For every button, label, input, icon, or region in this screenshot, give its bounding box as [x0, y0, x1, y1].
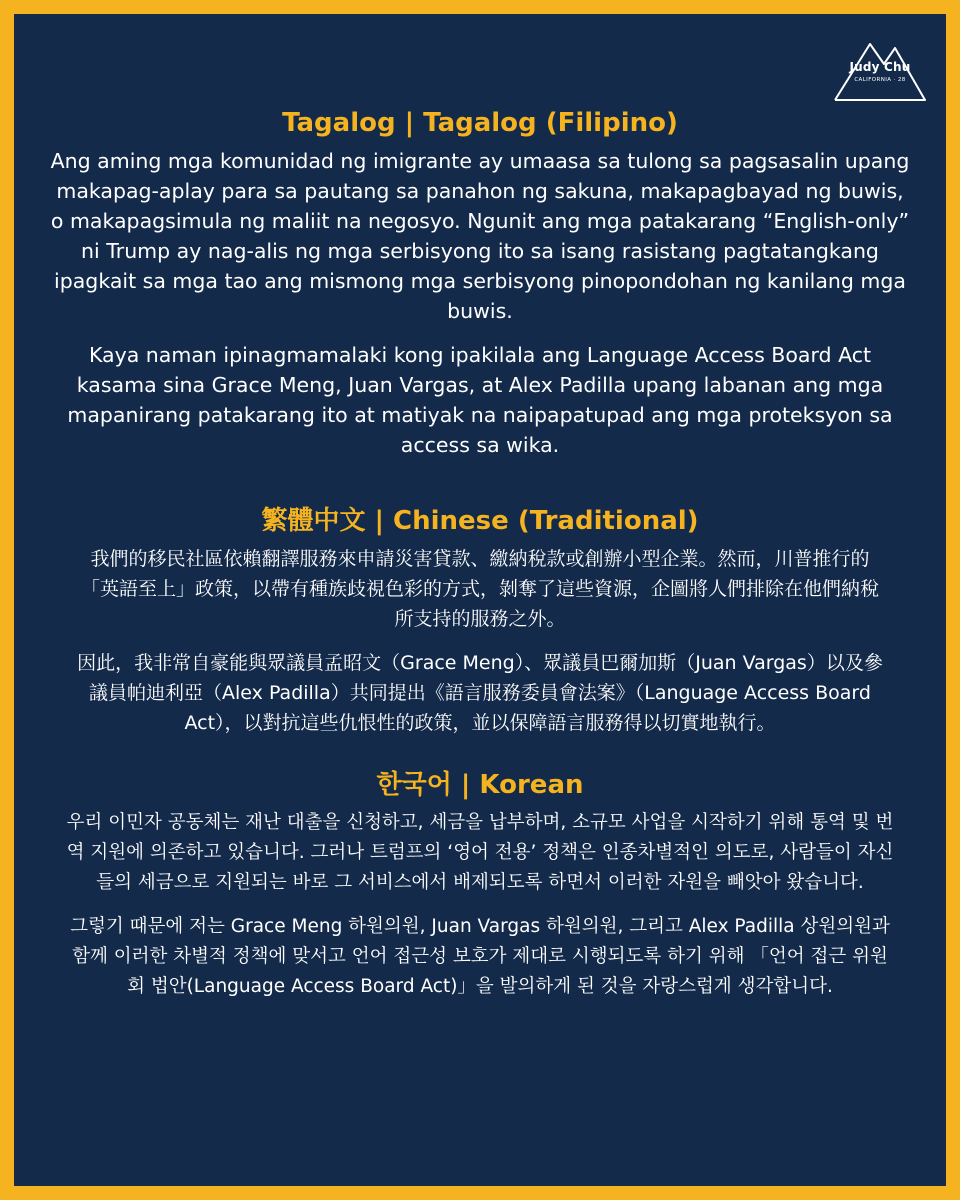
chinese-paragraph-1: 我們的移民社區依賴翻譯服務來申請災害貸款、繳納稅款或創辦小型企業。然而，川普推行的「英語至上」政策，以帶有種族歧視色彩的方式，剝奪了這些資源，企圖將人們排除在他們納稅所支持的服務之外。 [80, 548, 879, 630]
tagalog-paragraph-1: Ang aming mga komunidad ng imigrante ay umaasa sa tulong sa pagsasalin upang makapag-aplay para sa pautang sa panahon ng sakuna, makapagbayad ng buwis, o makapagsimula ng maliit na negosyo. Ngunit ang mga patakarang “English-only” ni Trump ay nag-alis ng mga serbisyong ito sa isang rasistang pagtatangkang ipagkait sa mga tao ang mismong mga serbisyong pinopondohan ng kanilang mga buwis. [50, 149, 910, 323]
logo-district: CALIFORNIA · 28 [854, 77, 906, 83]
section-tagalog [50, 106, 910, 460]
section-heading-chinese: 繁體中文 | Chinese (Traditional) [261, 506, 699, 536]
logo-name: Judy Chu [849, 60, 911, 74]
korean-paragraph-1: 우리 이민자 공동체는 재난 대출을 신청하고, 세금을 납부하며, 소규모 사업을 시작하기 위해 통역 및 번역 지원에 의존하고 있습니다. 그러나 트럼프의 ‘영어 전용’ 정책은 인종차별적인 의도로, 사람들이 자신들의 세금으로 지원되는 바로 그 서비스에서 배제되도록 하면서 이러한 자원을 빼앗아 왔습니다. [66, 812, 894, 893]
section-heading-tagalog: Tagalog | Tagalog (Filipino) [282, 108, 678, 138]
section-korean [50, 768, 910, 1002]
tagalog-paragraph-2: Kaya naman ipinagmamalaki kong ipakilala ang Language Access Board Act kasama sina Grace Meng, Juan Vargas, at Alex Padilla upang labanan ang mga mapanirang patakarang ito at matiyak na naipapatupad ang mga proteksyon sa access sa wika. [67, 343, 893, 457]
language-sections [50, 106, 910, 1042]
judy-chu-logo [832, 34, 928, 102]
section-heading-korean: 한국어 | Korean [376, 770, 584, 800]
section-chinese [50, 504, 910, 738]
korean-paragraph-2: 그렇기 때문에 저는 Grace Meng 하원의원, Juan Vargas 하원의원, 그리고 Alex Padilla 상원의원과 함께 이러한 차별적 정책에 맞서고 언어 접근성 보호가 제대로 시행되도록 하기 위해 「언어 접근 위원회 법안(Language Access Board Act)」을 발의하게 된 것을 자랑스럽게 생각합니다. [70, 916, 890, 997]
chinese-paragraph-2: 因此，我非常自豪能與眾議員孟昭文（Grace Meng）、眾議員巴爾加斯（Juan Vargas）以及參議員帕迪利亞（Alex Padilla）共同提出《語言服務委員會法案》（Language Access Board Act），以對抗這些仇恨性的政策，並以保障語言服務得以切實地執行。 [77, 652, 883, 734]
content-panel [14, 14, 946, 1186]
